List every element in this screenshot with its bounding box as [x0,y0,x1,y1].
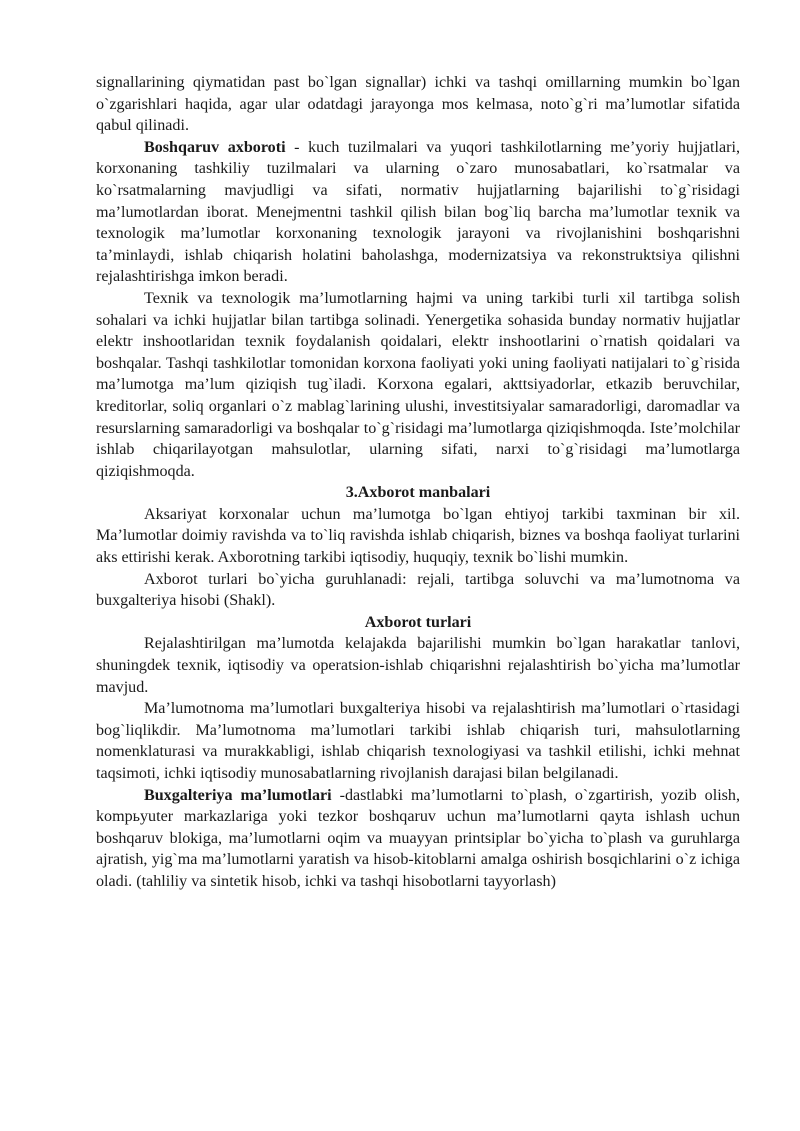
paragraph-info-need: Aksariyat korxonalar uchun ma’lumotga bo`lgan ehtiyoj tarkibi taxminan bir xil. Ma’lumotlar doimiy ravishda va to`liq ravishda ishlab chiqarish, biznes va boshqa faoliyat turlarini aks ettirishi kerak. Axborotning tarkibi iqtisodiy, huquqiy, texnik bo`lishi mumkin. [96,505,740,567]
section-heading-sources: 3.Axborot manbalari [345,484,491,502]
paragraph-technical-info: Texnik va texnologik ma’lumotlarning hajmi va uning tarkibi turli xil tartibga solish sohalari va ichki hujjatlar bilan tartibga solinadi. Yenergetika sohasida bunday normativ hujjatlar elektr inshootlaridan texnik foydalanish qoidalari, elektr inshootlarini o`rnatish qoidalari va boshqalar. Tashqi tashkilotlar tomonidan korxona faoliyati yoki uning faoliyati natijalari to`g`risida ma’lumotga ma’lum qiziqish tug`iladi. Korxona egalari, akttsiyadorlar, etkazib beruvchilar, kreditorlar, soliq organlari o`z mablag`larining ulushi, investitsiyalar samaradorligi, daromadlar va resurslarning samaradorligi va boshqalar to`g`risidagi ma’lumotlarga qiziqishmoqda. Iste’molchilar ishlab chiqarilayotgan mahsulotlar, ularning sifati, narxi to`g`risidagi ma’lumotlarga qiziqishmoqda. [96,289,740,480]
definition-accounting-info: -dastlabki ma’lumotlarni to`plash, o`zgartirish, yozib olish, kompьyuter markazlariga yoki tezkor boshqaruv uchun ma’lumotlarni qayta ishlash uchun boshqaruv blokiga, ma’lumotlarni oqim va muayyan printsiplar bo`yicha to`plash va guruhlarga ajratish, yig`ma ma’lumotlarni yaratish va hisob-kitoblarni amalga oshirish bosqichlarini o`z ichiga oladi. (tahliliy va sintetik hisob, ichki va tashqi hisobotlarni tayyorlash) [96,786,740,890]
paragraph-planned-info: Rejalashtirilgan ma’lumotda kelajakda bajarilishi mumkin bo`lgan harakatlar tanlovi, shuningdek texnik, iqtisodiy va operatsion-ishlab chiqarishni rejalashtirish bo`yicha ma’lumotlar mavjud. [96,635,740,696]
paragraph-accounting-info [96,785,740,893]
definition-management-info: - kuch tuzilmalari va yuqori tashkilotlarning me’yoriy hujjatlari, korxonaning tashkiliy tuzilmalari va ularning o`zaro munosabatlari, ko`rsatmalar va ko`rsatmalarning mavjudligi va sifati, normativ hujjatlarning bajarilishi to`g`risidagi ma’lumotlardan iborat. Menejmentni tashkil qilish bilan bog`liq barcha ma’lumotlar texnik va texnologik ma’lumotlar korxonaning texnologik jarayoni va rivojlanishini boshqarishni ta’minlaydi, ishlab chiqarish holatini baholashga, modernizatsiya va rekonstruktsiya qilishni rejalashtirishga imkon beradi. [96,138,740,286]
section-heading-types: Axborot turlari [364,613,472,631]
paragraph-management-info [96,137,740,288]
paragraph-continued: signallarining qiymatidan past bo`lgan signallar) ichki va tashqi omillarning mumkin bo`lgan o`zgarishlari haqida, agar ular odatdagi jarayonga mos kelmasa, noto`g`ri ma’lumotlar sifatida qabul qilinadi. [96,74,740,135]
term-accounting-info: Buxgalteriya ma’lumotlari [144,786,332,804]
paragraph-info-groups: Axborot turlari bo`yicha guruhlanadi: rejali, tartibga soluvchi va ma’lumotnoma va buxgalteriya hisobi (Shakl). [96,570,740,610]
paragraph-reference-info: Ma’lumotnoma ma’lumotlari buxgalteriya hisobi va rejalashtirish ma’lumotlari o`rtasidagi bog`liqlikdir. Ma’lumotnoma ma’lumotlari tarkibi ishlab chiqarish turi, mahsulotlarning nomenklaturasi va murakkabligi, ishlab chiqarish texnologiyasi va tashkil etilishi, ichki mehnat taqsimoti, ichki iqtisodiy munosabatlarning rivojlanish darajasi bilan belgilanadi. [96,700,740,782]
term-management-info: Boshqaruv axboroti [144,138,286,156]
document-page [96,72,740,893]
